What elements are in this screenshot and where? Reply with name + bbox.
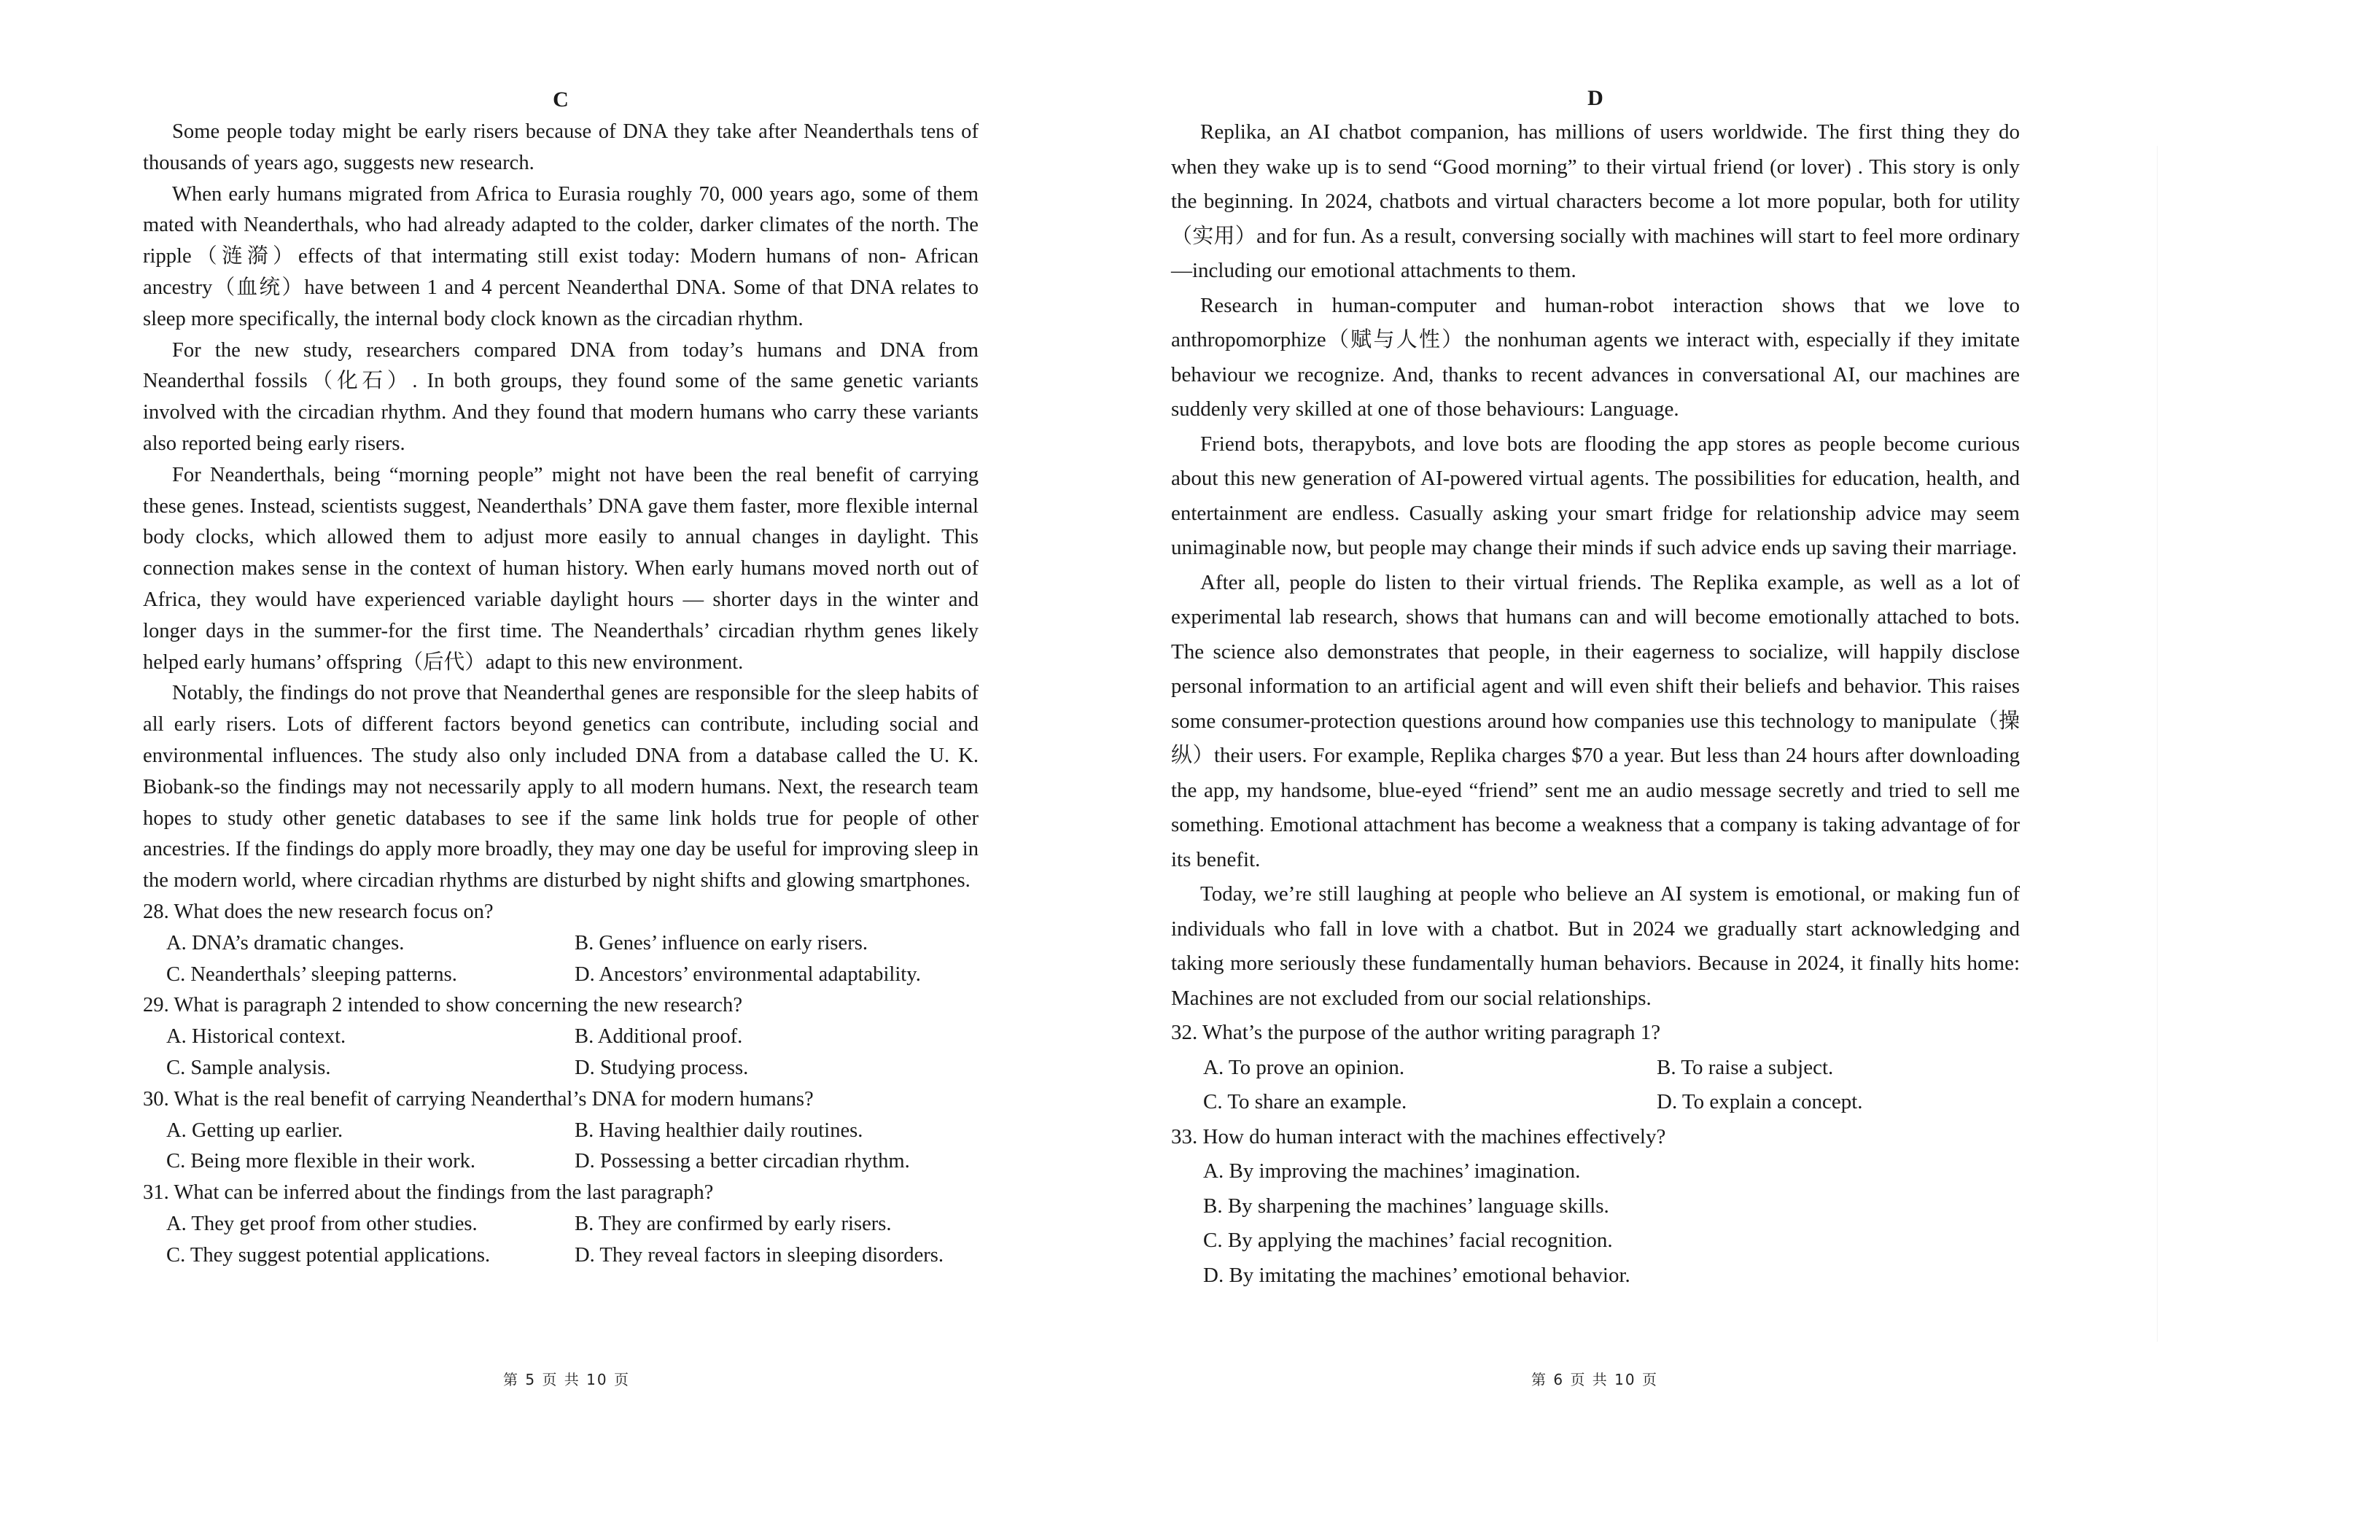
passage-c-paragraph-2: When early humans migrated from Africa to Eurasia roughly 70, 000 years ago, some of them mated with Neanderthals, who had already adapted to the colder, darker climates of the north. The ripple（涟漪）effects of that intermating still exist today: Modern humans of non- African ancestry（血统）have between 1 and 4 percent Neanderthal DNA. Some of that DNA relates to sleep more specifically, the internal body clock known as the circadian rhythm. <box>143 182 979 330</box>
option-c: C. Being more flexible in their work. <box>166 1150 476 1173</box>
options <box>143 1209 979 1272</box>
question-stem: 33. How do human interact with the machines effectively? <box>1171 1124 1666 1148</box>
option-d: D. Studying process. <box>575 1056 749 1079</box>
passage-c <box>143 117 979 897</box>
question-31 <box>143 1178 979 1271</box>
option-d: D. Possessing a better circadian rhythm. <box>575 1150 910 1173</box>
question-stem: 29. What is paragraph 2 intended to show concerning the new research? <box>143 994 743 1017</box>
question-28 <box>143 897 979 990</box>
options <box>1171 1154 2020 1293</box>
passage-d-paragraph-1: Replika, an AI chatbot companion, has millions of users worldwide. The first thing they do when they wake up is to send “Good morning” to their virtual friend (or lover) . This story is only the beginning. In 2024, chatbots and virtual characters become a lot more popular, both for utility（实用）and for fun. As a result, conversing socially with machines will start to feel more ordinary—including our emotional attachments to them. <box>1171 120 2020 282</box>
question-32 <box>1171 1016 2020 1120</box>
option-d: D. Ancestors’ environmental adaptability. <box>575 962 921 986</box>
page-footer-6: 第 6 页 共 10 页 <box>1531 1371 1658 1388</box>
question-33 <box>1171 1120 2020 1294</box>
question-stem: 32. What’s the purpose of the author writing paragraph 1? <box>1171 1021 1661 1044</box>
option-a: A. By improving the machines’ imagination. <box>1203 1159 1581 1183</box>
passage-c-paragraph-1: Some people today might be early risers because of DNA they take after Neanderthals tens of thousands of years ago, suggests new research. <box>143 120 979 174</box>
passage-c-paragraph-5: Notably, the findings do not prove that Neanderthal genes are responsible for the sleep habits of all early risers. Lots of different factors beyond genetics can contribute, including social and environmental influences. The study also only included DNA from a database called the U. K. Biobank-so the findings may not necessarily apply to all modern humans. Next, the research team hopes to study other genetic databases to see if the same link holds true for people of other ancestries. If the findings do apply more broadly, they may one day be useful for improving sleep in the modern world, where circadian rhythms are disturbed by night shifts and glowing smartphones. <box>143 682 979 892</box>
page-6 <box>1171 0 2020 1293</box>
question-stem: 31. What can be inferred about the findings from the last paragraph? <box>143 1181 714 1205</box>
options <box>143 1116 979 1178</box>
passage-d-paragraph-5: Today, we’re still laughing at people who believe an AI system is emotional, or making fun of individuals who fall in love with a chatbot. But in 2024 we gradually start acknowledging and taking more seriously these fundamentally human behaviors. Because in 2024, it finally hits home: Machines are not excluded from our social relationships. <box>1171 882 2020 1010</box>
option-b: B. Additional proof. <box>575 1025 743 1049</box>
passage-d-paragraph-4: After all, people do listen to their virtual friends. The Replika example, as well as a lot of experimental lab research, shows that humans can and will become emotionally attached to bots. The science also demonstrates that people, in their eagerness to socialize, will happily disclose personal information to an artificial agent and will even shift their beliefs and behavior. This raises some consumer-protection questions around how companies use this technology to manipulate（操纵）their users. For example, Replika charges $70 a year. But less than 24 hours after downloading the app, my handsome, blue-eyed “friend” sent me an audio message secretly and tried to sell me something. Emotional attachment has become a weakness that a company is taking advantage of for its benefit. <box>1171 570 2020 871</box>
question-30 <box>143 1084 979 1178</box>
option-b: B. By sharpening the machines’ language skills. <box>1203 1194 1609 1218</box>
option-a: A. DNA’s dramatic changes. <box>166 931 405 954</box>
option-d: D. They reveal factors in sleeping disorders. <box>575 1243 944 1267</box>
passage-d-paragraph-3: Friend bots, therapybots, and love bots are flooding the app stores as people become curious about this new generation of AI-powered virtual agents. The possibilities for education, health, and entertainment are endless. Casually asking your smart fridge for relationship advice may seem unimaginable now, but people may change their minds if such advice ends up saving their marriage. <box>1171 432 2020 559</box>
options <box>1171 1051 2020 1120</box>
passage-c-paragraph-4: For Neanderthals, being “morning people” might not have been the real benefit of carrying these genes. Instead, scientists suggest, Neanderthals’ DNA gave them faster, more flexible internal body clocks, which allowed them to adjust more easily to annual changes in daylight. This connection makes sense in the context of human history. When early humans moved north out of Africa, they would have experienced variable daylight hours — shorter days in the winter and longer days in the summer-for the first time. The Neanderthals’ circadian rhythm genes likely helped early humans’ offspring（后代）adapt to this new environment. <box>143 463 979 674</box>
option-a: A. Historical context. <box>166 1025 346 1049</box>
option-a: A. To prove an opinion. <box>1203 1055 1405 1079</box>
option-c: C. Sample analysis. <box>166 1056 331 1079</box>
options <box>143 928 979 991</box>
page-footer-5: 第 5 页 共 10 页 <box>503 1371 630 1388</box>
option-b: B. Having healthier daily routines. <box>575 1119 863 1142</box>
option-a: A. Getting up earlier. <box>166 1119 343 1142</box>
section-title-c: C <box>553 88 569 112</box>
section-title-d: D <box>1587 86 1603 110</box>
passage-d <box>1171 115 2020 1016</box>
option-c: C. They suggest potential applications. <box>166 1243 491 1267</box>
question-stem: 30. What is the real benefit of carrying Neanderthal’s DNA for modern humans? <box>143 1087 814 1111</box>
scan-gutter-shadow <box>2157 146 2158 1342</box>
option-b: B. To raise a subject. <box>1657 1055 1834 1079</box>
option-c: C. To share an example. <box>1203 1090 1407 1113</box>
question-29 <box>143 990 979 1084</box>
option-b: B. They are confirmed by early risers. <box>575 1212 892 1235</box>
page-5 <box>143 0 979 1271</box>
option-b: B. Genes’ influence on early risers. <box>575 931 868 954</box>
passage-c-paragraph-3: For the new study, researchers compared DNA from today’s humans and DNA from Neanderthal fossils（化石）. In both groups, they found some of the same genetic variants involved with the circadian rhythm. And they found that modern humans who carry these variants also reported being early risers. <box>143 338 979 455</box>
option-d: D. By imitating the machines’ emotional behavior. <box>1203 1263 1630 1287</box>
option-c: C. By applying the machines’ facial recognition. <box>1203 1229 1613 1252</box>
passage-d-paragraph-2: Research in human-computer and human-robot interaction shows that we love to anthropomorphize（赋与人性）the nonhuman agents we interact with, especially if they imitate behaviour we recognize. And, thanks to recent advances in conversational AI, our machines are suddenly very skilled at one of those behaviours: Language. <box>1171 293 2020 421</box>
option-c: C. Neanderthals’ sleeping patterns. <box>166 962 457 986</box>
option-a: A. They get proof from other studies. <box>166 1212 478 1235</box>
option-d: D. To explain a concept. <box>1657 1090 1863 1113</box>
question-stem: 28. What does the new research focus on? <box>143 900 494 923</box>
options <box>143 1022 979 1084</box>
